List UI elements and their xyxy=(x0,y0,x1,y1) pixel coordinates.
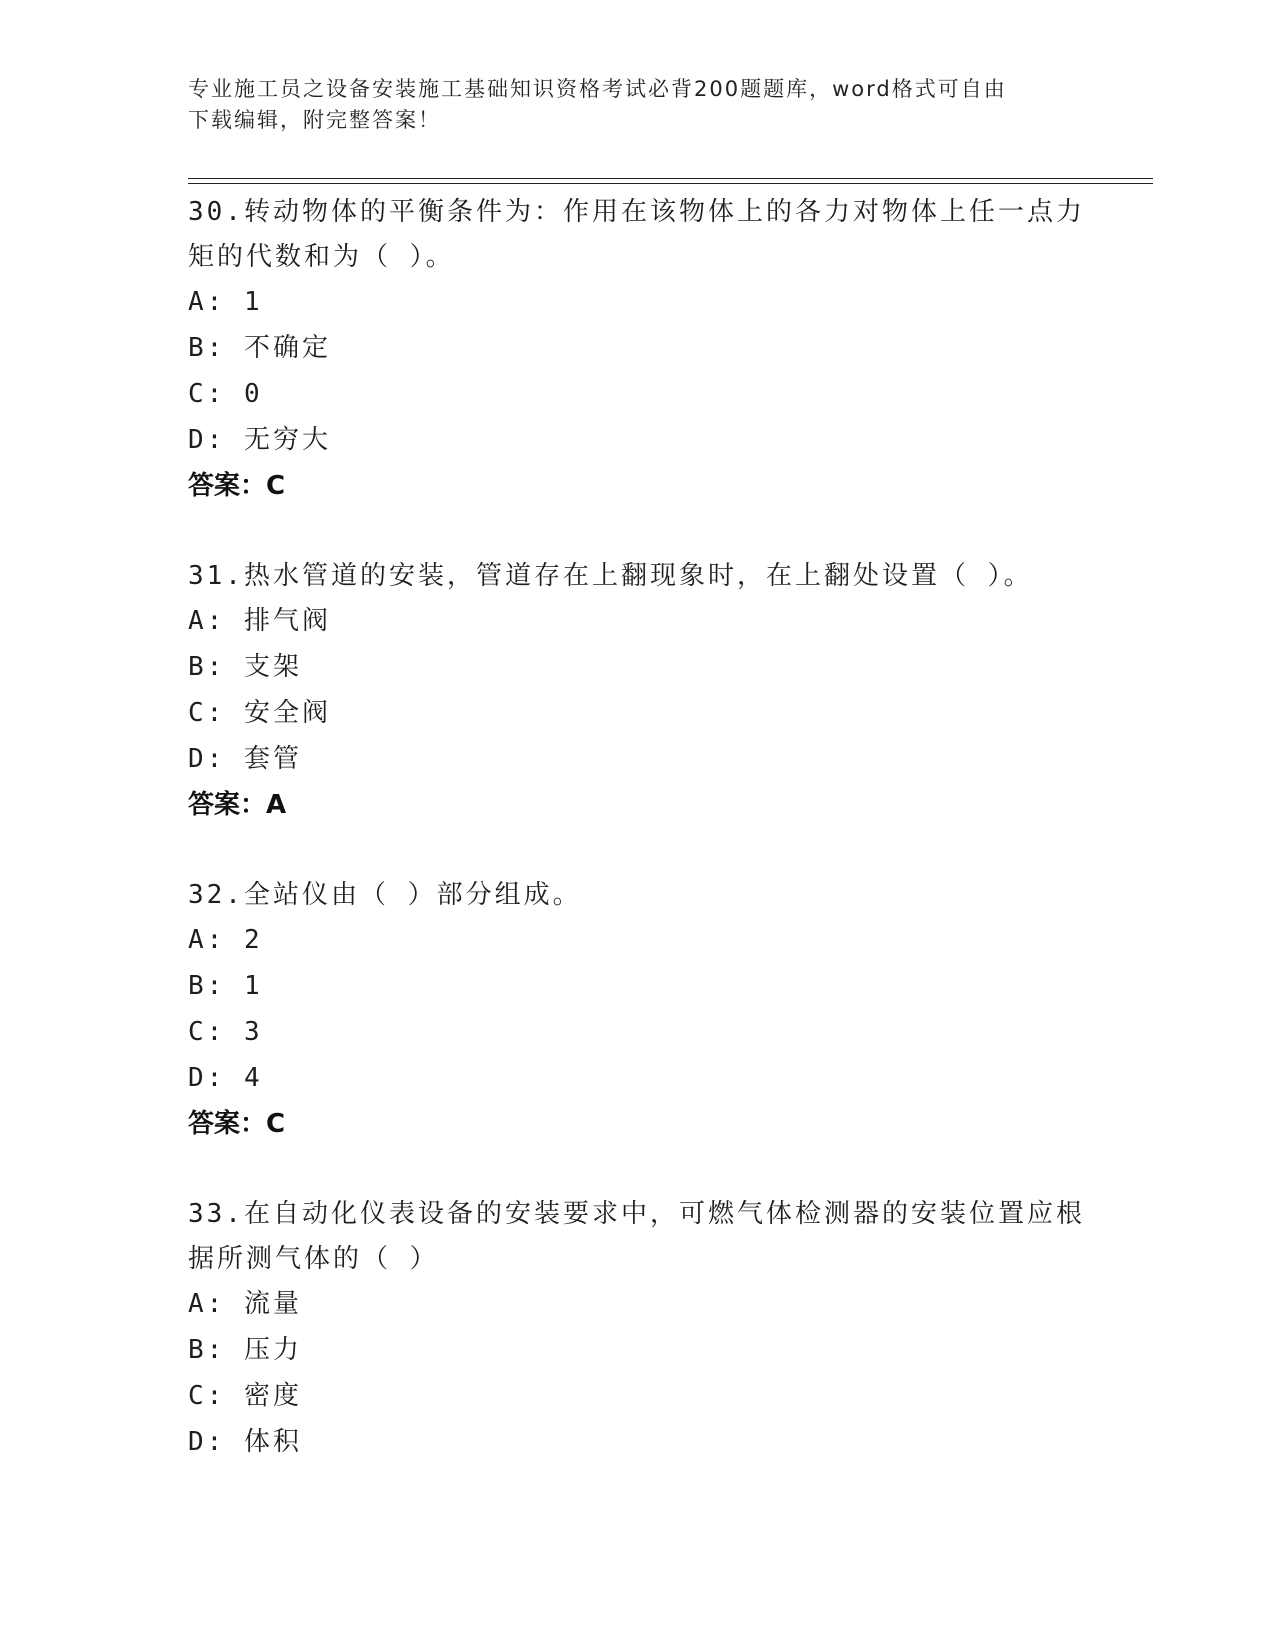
question-text-continued: 矩的代数和为（ ）。 xyxy=(188,242,455,272)
answer: 答案：C xyxy=(188,471,286,501)
question-spacer xyxy=(188,829,1088,873)
option-b: B: 支架 xyxy=(188,652,302,682)
question-text: 32.全站仪由（ ）部分组成。 xyxy=(188,880,582,910)
answer: 答案：A xyxy=(188,790,287,820)
question-33 xyxy=(188,1192,1088,1466)
option-c: C: 密度 xyxy=(188,1381,302,1411)
question-spacer xyxy=(188,510,1088,554)
option-d: D: 4 xyxy=(188,1063,263,1093)
option-d: D: 体积 xyxy=(188,1427,302,1457)
document-header xyxy=(188,74,1068,136)
question-text-continued: 据所测气体的（ ） xyxy=(188,1244,439,1274)
option-b: B: 不确定 xyxy=(188,333,331,363)
option-c: C: 0 xyxy=(188,379,263,409)
option-c: C: 安全阀 xyxy=(188,698,331,728)
option-c: C: 3 xyxy=(188,1017,263,1047)
header-divider-top xyxy=(188,178,1153,179)
question-spacer xyxy=(188,1148,1088,1192)
question-text: 30.转动物体的平衡条件为：作用在该物体上的各力对物体上任一点力 xyxy=(188,197,1085,227)
option-a: A: 1 xyxy=(188,287,263,317)
question-31 xyxy=(188,554,1088,829)
option-a: A: 排气阀 xyxy=(188,606,331,636)
header-divider-bottom xyxy=(188,183,1153,184)
question-32 xyxy=(188,873,1088,1148)
question-30 xyxy=(188,190,1088,510)
header-line-2: 下载编辑，附完整答案！ xyxy=(188,108,441,132)
option-d: D: 套管 xyxy=(188,744,302,774)
option-b: B: 压力 xyxy=(188,1335,302,1365)
option-a: A: 流量 xyxy=(188,1289,302,1319)
answer: 答案：C xyxy=(188,1109,286,1139)
question-list xyxy=(188,190,1088,1466)
header-line-1: 专业施工员之设备安装施工基础知识资格考试必背200题题库，word格式可自由 xyxy=(188,77,1007,101)
option-b: B: 1 xyxy=(188,971,263,1001)
question-text: 33.在自动化仪表设备的安装要求中，可燃气体检测器的安装位置应根 xyxy=(188,1199,1085,1229)
question-text: 31.热水管道的安装，管道存在上翻现象时，在上翻处设置（ ）。 xyxy=(188,561,1033,591)
option-a: A: 2 xyxy=(188,925,263,955)
option-d: D: 无穷大 xyxy=(188,425,331,455)
